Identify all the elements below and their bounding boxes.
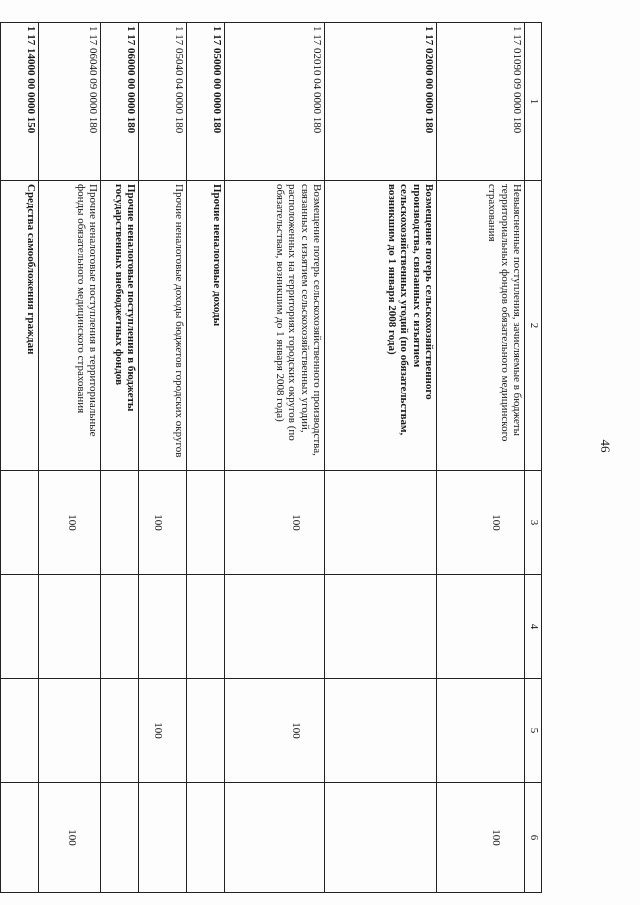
value-cell-6 <box>225 783 325 893</box>
value-cell-5: 100 <box>225 679 325 783</box>
name-cell <box>0 181 1 471</box>
value-cell-3: 100 <box>225 471 325 575</box>
code-cell: 1 17 02000 00 0000 180 <box>325 23 437 181</box>
header-col-3: 3 <box>525 471 542 575</box>
table-row <box>225 23 325 893</box>
header-col-2: 2 <box>525 181 542 471</box>
code-cell: 1 17 02010 04 0000 180 <box>225 23 325 181</box>
table-row <box>101 23 139 893</box>
value-cell-6 <box>139 783 187 893</box>
table-row <box>0 23 1 893</box>
value-cell-5: 100 <box>139 679 187 783</box>
value-cell-4 <box>39 575 101 679</box>
code-cell: 1 17 05000 00 0000 180 <box>187 23 225 181</box>
name-cell: Возмещение потерь сельскохозяйственного производства, связанных с изъятием сельскохозяйственных угодий, расположенных на территориях городских округов (по обязательствам, возникшим до 1 января 2008 года) <box>225 181 325 471</box>
table-row <box>1 23 39 893</box>
value-cell-6 <box>187 783 225 893</box>
value-cell-5 <box>437 679 525 783</box>
value-cell-5 <box>0 679 1 783</box>
header-row <box>525 23 542 893</box>
name-cell: Прочие неналоговые поступления в бюджеты государственных внебюджетных фондов <box>101 181 139 471</box>
value-cell-4 <box>0 575 1 679</box>
value-cell-5 <box>187 679 225 783</box>
value-cell-4 <box>101 575 139 679</box>
name-cell: Прочие неналоговые поступления в территориальные фонды обязательного медицинского страхования <box>39 181 101 471</box>
page-number: 46 <box>598 439 613 453</box>
name-cell: Прочие неналоговые доходы бюджетов городских округов <box>139 181 187 471</box>
rotated-table-container <box>25 22 542 892</box>
value-cell-6 <box>101 783 139 893</box>
value-cell-3 <box>325 471 437 575</box>
table-row <box>187 23 225 893</box>
value-cell-5 <box>39 679 101 783</box>
value-cell-4 <box>187 575 225 679</box>
table-body <box>0 23 525 893</box>
table-row <box>39 23 101 893</box>
value-cell-4 <box>437 575 525 679</box>
name-cell: Невыясненные поступления, зачисляемые в бюджеты территориальных фондов обязательного медицинского страхования <box>437 181 525 471</box>
name-cell: Средства самообложения граждан <box>1 181 39 471</box>
value-cell-4 <box>325 575 437 679</box>
value-cell-5 <box>101 679 139 783</box>
value-cell-3: 100 <box>437 471 525 575</box>
code-cell: 1 17 06040 09 0000 180 <box>39 23 101 181</box>
header-col-5: 5 <box>525 679 542 783</box>
header-col-4: 4 <box>525 575 542 679</box>
budget-codes-table <box>0 22 542 893</box>
value-cell-6: 100 <box>39 783 101 893</box>
table-row <box>437 23 525 893</box>
header-col-6: 6 <box>525 783 542 893</box>
name-cell: Возмещение потерь сельскохозяйственного производства, связанных с изъятием сельскохозяйственных угодий (по обязательствам, возникшим до 1 января 2008 года) <box>325 181 437 471</box>
value-cell-3 <box>187 471 225 575</box>
value-cell-4 <box>139 575 187 679</box>
value-cell-6: 100 <box>437 783 525 893</box>
code-cell: 1 17 01090 09 0000 180 <box>437 23 525 181</box>
code-cell: 1 17 05040 04 0000 180 <box>139 23 187 181</box>
table-row <box>139 23 187 893</box>
code-cell: 1 17 14000 00 0000 150 <box>1 23 39 181</box>
code-cell <box>0 23 1 181</box>
value-cell-4 <box>1 575 39 679</box>
value-cell-3 <box>1 471 39 575</box>
value-cell-5 <box>1 679 39 783</box>
value-cell-6 <box>325 783 437 893</box>
value-cell-4 <box>225 575 325 679</box>
value-cell-3: 100 <box>139 471 187 575</box>
value-cell-5 <box>325 679 437 783</box>
code-cell: 1 17 06000 00 0000 180 <box>101 23 139 181</box>
value-cell-6 <box>1 783 39 893</box>
name-cell: Прочие неналоговые доходы <box>187 181 225 471</box>
value-cell-3 <box>101 471 139 575</box>
value-cell-3: 100 <box>39 471 101 575</box>
table-row <box>325 23 437 893</box>
value-cell-3 <box>0 471 1 575</box>
value-cell-6 <box>0 783 1 893</box>
header-col-1: 1 <box>525 23 542 181</box>
